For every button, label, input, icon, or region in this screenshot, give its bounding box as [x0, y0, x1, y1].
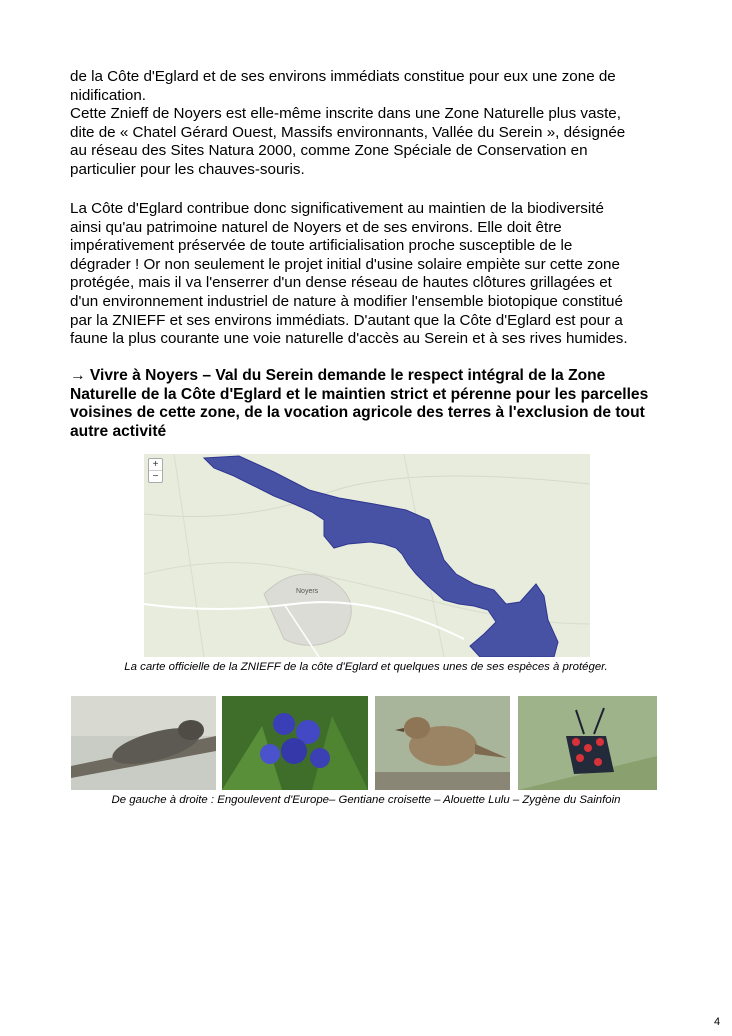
- text-line: protégée, mais il va l'enserrer d'un dense réseau de hautes clôtures grillagées et: [70, 274, 612, 292]
- text-line: par la ZNIEFF et ses environs immédiats. D'autant que la Côte d'Eglard est pour a: [70, 311, 623, 329]
- zoom-in-button[interactable]: +: [152, 459, 159, 470]
- gentian-photo: [222, 696, 368, 790]
- text-line: ainsi qu'au patrimoine naturel de Noyers et de ses environs. Elle doit être: [70, 218, 562, 236]
- map-caption: La carte officielle de la ZNIEFF de la côte d'Eglard et quelques unes de ses espèces à protéger.: [124, 661, 608, 673]
- map-zoom-control: [148, 458, 163, 483]
- paragraph-biodiversity: [70, 200, 670, 349]
- paragraph-znieff: [70, 68, 670, 180]
- burnet-moth-photo: [518, 696, 657, 790]
- paragraph-demand: [70, 367, 670, 441]
- text-line: voisines de cette zone, de la vocation agricole des terres à l'exclusion de tout: [70, 404, 645, 422]
- text-line: La Côte d'Eglard contribue donc significativement au maintien de la biodiversité: [70, 200, 604, 217]
- text-line: d'un environnement industriel de nature à modifier l'ensemble biotopique constitué: [70, 292, 623, 310]
- text-line: faune la plus courante une voie naturelle d'accès au Serein et à ses rives humides.: [70, 330, 628, 348]
- text-line: dite de « Chatel Gérard Ouest, Massifs environnants, Vallée du Serein », désignée: [70, 123, 626, 141]
- text-line: Cette Znieff de Noyers est elle-même inscrite dans une Zone Naturelle plus vaste,: [70, 105, 621, 123]
- text-line: particulier pour les chauves-souris.: [70, 160, 305, 178]
- nightjar-photo: [71, 696, 216, 790]
- text-line: impérativement préservée de toute artificialisation proche susceptible de le: [70, 237, 573, 255]
- znieff-map[interactable]: [144, 454, 590, 657]
- map-town-label: Noyers: [296, 588, 319, 595]
- page-number: 4: [714, 1016, 721, 1028]
- zoom-out-button[interactable]: −: [149, 470, 162, 482]
- map-canvas: [144, 454, 590, 657]
- text-line: dégrader ! Or non seulement le projet initial d'usine solaire empiète sur cette zone: [70, 255, 620, 273]
- woodlark-photo: [375, 696, 510, 790]
- species-caption: De gauche à droite : Engoulevent d'Europe– Gentiane croisette – Alouette Lulu – Zygène du Sainfoin: [111, 794, 621, 806]
- text-line: autre activité: [70, 422, 167, 440]
- text-line: Naturelle de la Côte d'Eglard et le maintien strict et pérenne pour les parcelles: [70, 385, 649, 403]
- text-line: → Vivre à Noyers – Val du Serein demande le respect intégral de la Zone: [70, 367, 606, 384]
- text-line: nidification.: [70, 86, 146, 104]
- text-line: de la Côte d'Eglard et de ses environs immédiats constitue pour eux une zone de: [70, 68, 616, 85]
- text-line: au réseau des Sites Natura 2000, comme Zone Spéciale de Conservation en: [70, 142, 588, 160]
